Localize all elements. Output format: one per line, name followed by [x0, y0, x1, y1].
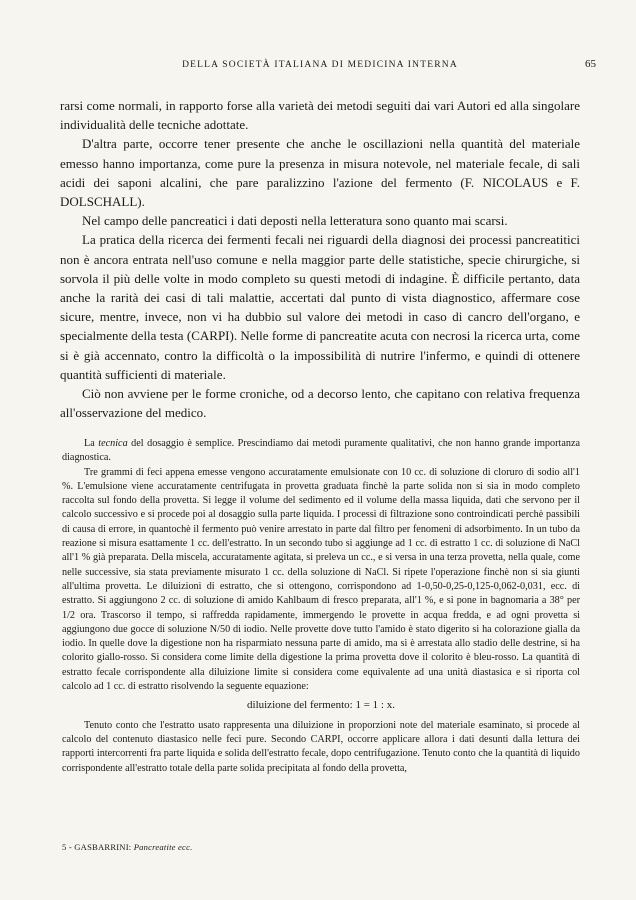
technique-section — [62, 437, 580, 776]
page-number: 65 — [585, 58, 596, 70]
running-header: DELLA SOCIETÀ ITALIANA DI MEDICINA INTERNA — [182, 60, 458, 70]
paragraph-3: Nel campo delle pancreatici i dati deposti nella letteratura sono quanto mai scarsi. — [82, 213, 508, 229]
paragraph-4: La pratica della ricerca dei fermenti fecali nei riguardi della diagnosi dei processi pancreatitici non è ancora entrata nell'uso comune e nella maggior parte delle statistiche, specie chirurgiche, si sorvola il più delle volte in modo completo su questi metodi di indagine. È difficile pertanto, data anche la rarità dei casi di tali malattie, accertati dal punto di vista diagnostico, affermare cose sicure, mentre, invece, non vi ha dubbio sul valore dei metodi in caso di cancro dell'organo, e specialmente della testa (CARPI). Nelle forme di pancreatite acuta con necrosi la ricerca urta, come si è già accennato, contro la difficoltà o la impossibilità di nutrire l'infermo, e quindi di ottenere quantità sufficienti di materiale. — [60, 232, 580, 382]
intro-emphasis: tecnica — [98, 438, 128, 449]
footer-short-title: Pancreatite ecc. — [133, 842, 193, 852]
main-text — [60, 96, 580, 422]
intro-text-a: La — [84, 438, 99, 449]
page-footer — [62, 842, 192, 852]
technique-procedure: Tre grammi di feci appena emesse vengono accuratamente emulsionate con 10 cc. di soluzione di cloruro di sodio all'1 %. L'emulsione viene accuratamente centrifugata in provetta graduata finchè la parte solida non si sia in modo completo raccolta sul fondo della provetta. Si legge il volume del sedimento ed il volume della massa liquida, dati che servono per il calcolo successivo e si procede poi al dosaggio sulla parte liquida. I processi di filtrazione sono controindicati perchè passibili di causa di errore, in quantochè il fermento può venire arrestato in parte dal filtro per fenomeni di adsorbimento. In un tubo da reazione si misura esattamente 1 cc. dell'estratto. In un secondo tubo si aggiunge ad 1 cc. di estratto 1 cc. di soluzione di NaCl all'1 % già preparata. Della miscela, accuratamente agitata, si preleva un cc., e si versa in una terza provetta, nella quale, come nelle successive, sia stata previamente misurato 1 cc. della soluzione di NaCl. Si ripete l'operazione finchè non si sia giunti all'ultima provetta. Le diluizioni di estratto, che si ottengono, corrispondono ad 1-0,50-0,25-0,125-0,062-0,031, ecc. di estratto. Si aggiungono 2 cc. di soluzione di amido Kahlbaum di fresco preparata, all'1 %, e si pone in bagnomaria a 38° per 1/2 ora. Trascorso il tempo, si raffredda rapidamente, immergendo le provette in acqua fredda, e ad ogni provetta si aggiungono due gocce di soluzione N/50 di iodio. Nelle provette dove tutto l'amido è stato digerito si ha colorazione gialla da iodio. In quelle dove la digestione non ha risparmiato nessuna parte di amido, ma si è arrestata allo stadio delle destrine, si ha colorito giallo-rosso. Si considera come limite della digestione la prima provetta dove il colorito è bleu-rosso. La quantità di estratto fecale corrispondente alla diluizione limite si considera come equivalente ad una unità diastasica e si riporta col calcolo ad 1 cc. di estratto risolvendo la seguente equazione: — [62, 466, 580, 693]
technique-intro — [62, 437, 580, 466]
intro-text-b: del dosaggio è semplice. Prescindiamo dai metodi puramente qualitativi, che non hanno grande importanza diagnostica. — [62, 438, 581, 464]
paragraph-1: rarsi come normali, in rapporto forse alla varietà dei metodi seguiti dai vari Autori ed alla singolare individualità delle tecniche adottate. — [60, 98, 580, 133]
paragraph-5: Ciò non avviene per le forme croniche, od a decorso lento, che capitano con relativa frequenza all'osservazione del medico. — [60, 386, 580, 421]
paragraph-2: D'altra parte, occorre tener presente che anche le oscillazioni nella quantità del materiale emesso hanno importanza, come pure la presenza in misura notevole, nel materiale fecale, di sali acidi dei saponi alcalini, che pare paralizzino l'azione del fermento (F. NICOLAUS e F. DOLSCHALL). — [60, 136, 580, 210]
equation: diluizione del fermento: 1 = 1 : x. — [247, 699, 395, 712]
footer-signature: 5 - GASBARRINI: — [62, 842, 134, 852]
technique-calculation: Tenuto conto che l'estratto usato rappresenta una diluizione in proporzioni note del materiale esaminato, si procede al calcolo del contenuto diastasico nelle feci pure. Secondo CARPI, occorre applicare allora i dati desunti dalla lettura dei rapporti intercorrenti fra parte liquida e solida dell'estratto fecale, dopo centrifugazione. Tenuto conto che la quantità di liquido corrispondente all'estratto totale della parte solida precipitata al fondo della provetta, — [62, 719, 580, 774]
